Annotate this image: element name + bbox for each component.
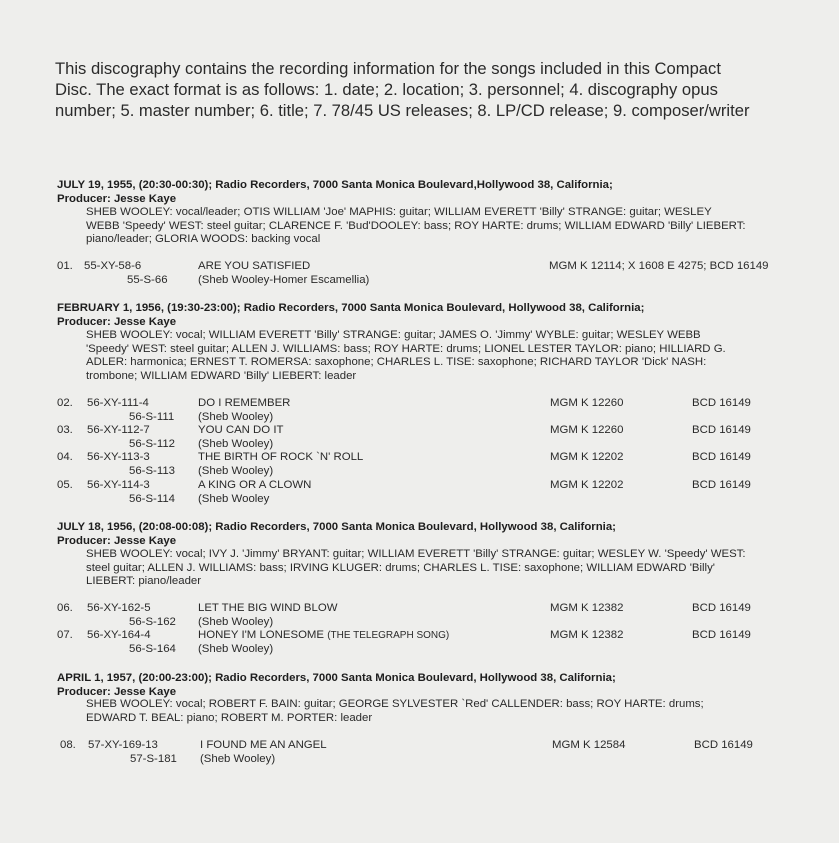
track-number: 06. — [57, 602, 73, 614]
track-title-note: (THE TELEGRAPH SONG) — [327, 630, 450, 641]
track-us-release: MGM K 12382 — [550, 602, 624, 614]
session-date-location: JULY 18, 1956, (20:08-00:08); Radio Recorders, 7000 Santa Monica Boulevard, Hollywood 38, California; — [57, 521, 616, 533]
track-us-release: MGM K 12260 — [550, 424, 624, 436]
session-heading — [57, 520, 616, 548]
track-number: 04. — [57, 451, 73, 463]
track-writer: (Sheb Wooley — [198, 492, 270, 505]
track-title: A KING OR A CLOWN — [198, 479, 312, 491]
track-master: 56-S-112 — [129, 437, 176, 450]
session-producer: Producer: Jesse Kaye — [57, 535, 177, 547]
track-us-release: MGM K 12202 — [550, 451, 624, 463]
track-number: 07. — [57, 629, 73, 641]
track-master: 56-S-114 — [129, 492, 176, 505]
session-date-location: FEBRUARY 1, 1956, (19:30-23:00); Radio Recorders, 7000 Santa Monica Boulevard, Hollywood 38, California; — [57, 302, 645, 314]
track-title: LET THE BIG WIND BLOW — [198, 602, 338, 614]
track-writer: (Sheb Wooley) — [198, 642, 274, 655]
track-master: 56-S-164 — [129, 642, 176, 655]
track-cd-release: BCD 16149 — [692, 602, 751, 614]
track-us-release: MGM K 12584 — [552, 739, 626, 751]
track-master: 57-S-181 — [130, 752, 177, 765]
track-number: 05. — [57, 479, 73, 491]
intro-paragraph: This discography contains the recording information for the songs included in this Compact Disc. The exact format is as follows: 1. date; 2. location; 3. personnel; 4. discography opus number; 5. master number; 6. title; 7. 78/45 US releases; 8. LP/CD release; 9. composer/writer — [55, 59, 750, 120]
session-personnel: SHEB WOOLEY: vocal; ROBERT F. BAIN: guitar; GEORGE SYLVESTER `Red' CALLENDER: bass; ROY HARTE: drums; EDWARD T. BEAL: piano; ROBERT M. PORTER: leader — [86, 698, 704, 724]
track-title: DO I REMEMBER — [198, 397, 291, 409]
track-writer: (Sheb Wooley-Homer Escamellia) — [198, 273, 370, 286]
track-opus: 57-XY-169-13 — [88, 739, 158, 751]
track-title — [198, 629, 449, 643]
track-master: 56-S-162 — [129, 615, 176, 628]
track-cd-release: BCD 16149 — [692, 397, 751, 409]
track-opus: 56-XY-114-3 — [87, 479, 150, 491]
track-writer: (Sheb Wooley) — [198, 410, 274, 423]
track-writer: (Sheb Wooley) — [198, 615, 274, 628]
track-opus: 56-XY-162-5 — [87, 602, 151, 614]
track-cd-release: BCD 16149 — [692, 479, 751, 491]
track-cd-release: BCD 16149 — [692, 451, 751, 463]
track-master: 56-S-111 — [129, 410, 175, 423]
session-personnel: SHEB WOOLEY: vocal; IVY J. 'Jimmy' BRYANT: guitar; WILLIAM EVERETT 'Billy' STRANGE: guitar; WESLEY W. 'Speedy' WEST: steel guitar; ALLEN J. WILLIAMS: bass; IRVING KLUGER: drums; CHARLES L. TISE: saxophone; WILLIAM EDWARD 'Billy' LIEBERT: piano/leader — [86, 548, 746, 588]
session-date-location: APRIL 1, 1957, (20:00-23:00); Radio Recorders, 7000 Santa Monica Boulevard, Hollywood 38, California; — [57, 672, 616, 684]
session-producer: Producer: Jesse Kaye — [57, 193, 177, 205]
session-heading — [57, 178, 613, 206]
track-opus: 55-XY-58-6 — [84, 260, 142, 272]
session-personnel: SHEB WOOLEY: vocal; WILLIAM EVERETT 'Billy' STRANGE: guitar; JAMES O. 'Jimmy' WYBLE: guitar; WESLEY WEBB 'Speedy' WEST: steel guitar; ALLEN J. WILLIAMS: bass; ROY HARTE: drums; LIONEL LESTER TAYLOR: piano; HILLIARD G. ADLER: harmonica; ERNEST T. ROMERSA: saxophone; CHARLES L. TISE: saxophone; RICHARD TAYLOR 'Dick' NASH: trombone; WILLIAM EDWARD 'Billy' LIEBERT: leader — [86, 329, 726, 383]
track-number: 08. — [60, 739, 76, 751]
track-writer: (Sheb Wooley) — [198, 437, 274, 450]
session-producer: Producer: Jesse Kaye — [57, 686, 177, 698]
track-opus: 56-XY-112-7 — [87, 424, 150, 436]
track-master: 56-S-113 — [129, 464, 176, 477]
track-us-release: MGM K 12260 — [550, 397, 624, 409]
track-opus: 56-XY-113-3 — [87, 451, 150, 463]
track-writer: (Sheb Wooley) — [200, 752, 276, 765]
track-opus: 56-XY-164-4 — [87, 629, 151, 641]
session-heading — [57, 671, 616, 699]
track-title: I FOUND ME AN ANGEL — [200, 739, 327, 751]
track-number: 01. — [57, 260, 73, 272]
track-number: 02. — [57, 397, 73, 409]
track-us-release: MGM K 12382 — [550, 629, 624, 641]
track-cd-release: BCD 16149 — [694, 739, 753, 751]
track-cd-release: BCD 16149 — [692, 629, 751, 641]
track-cd-release: BCD 16149 — [692, 424, 751, 436]
track-opus: 56-XY-111-4 — [87, 397, 149, 409]
track-title: ARE YOU SATISFIED — [198, 260, 311, 272]
track-us-release: MGM K 12202 — [550, 479, 624, 491]
session-date-location: JULY 19, 1955, (20:30-00:30); Radio Recorders, 7000 Santa Monica Boulevard,Hollywood 38, California; — [57, 179, 613, 191]
track-title-main: HONEY I'M LONESOME — [198, 629, 325, 641]
track-title: YOU CAN DO IT — [198, 424, 284, 436]
track-releases: MGM K 12114; X 1608 E 4275; BCD 16149 — [549, 260, 769, 272]
session-heading — [57, 301, 644, 329]
session-producer: Producer: Jesse Kaye — [57, 316, 177, 328]
session-personnel: SHEB WOOLEY: vocal/leader; OTIS WILLIAM 'Joe' MAPHIS: guitar; WILLIAM EVERETT 'Billy' STRANGE: guitar; WESLEY WEBB 'Speedy' WEST: steel guitar; CLARENCE F. 'Bud'DOOLEY: bass; ROY HARTE: drums; WILLIAM EDWARD 'Billy' LIEBERT: piano/leader; GLORIA WOODS: backing vocal — [86, 206, 746, 246]
track-title: THE BIRTH OF ROCK `N' ROLL — [198, 451, 364, 463]
track-writer: (Sheb Wooley) — [198, 464, 274, 477]
track-number: 03. — [57, 424, 73, 436]
track-master: 55-S-66 — [127, 273, 168, 286]
